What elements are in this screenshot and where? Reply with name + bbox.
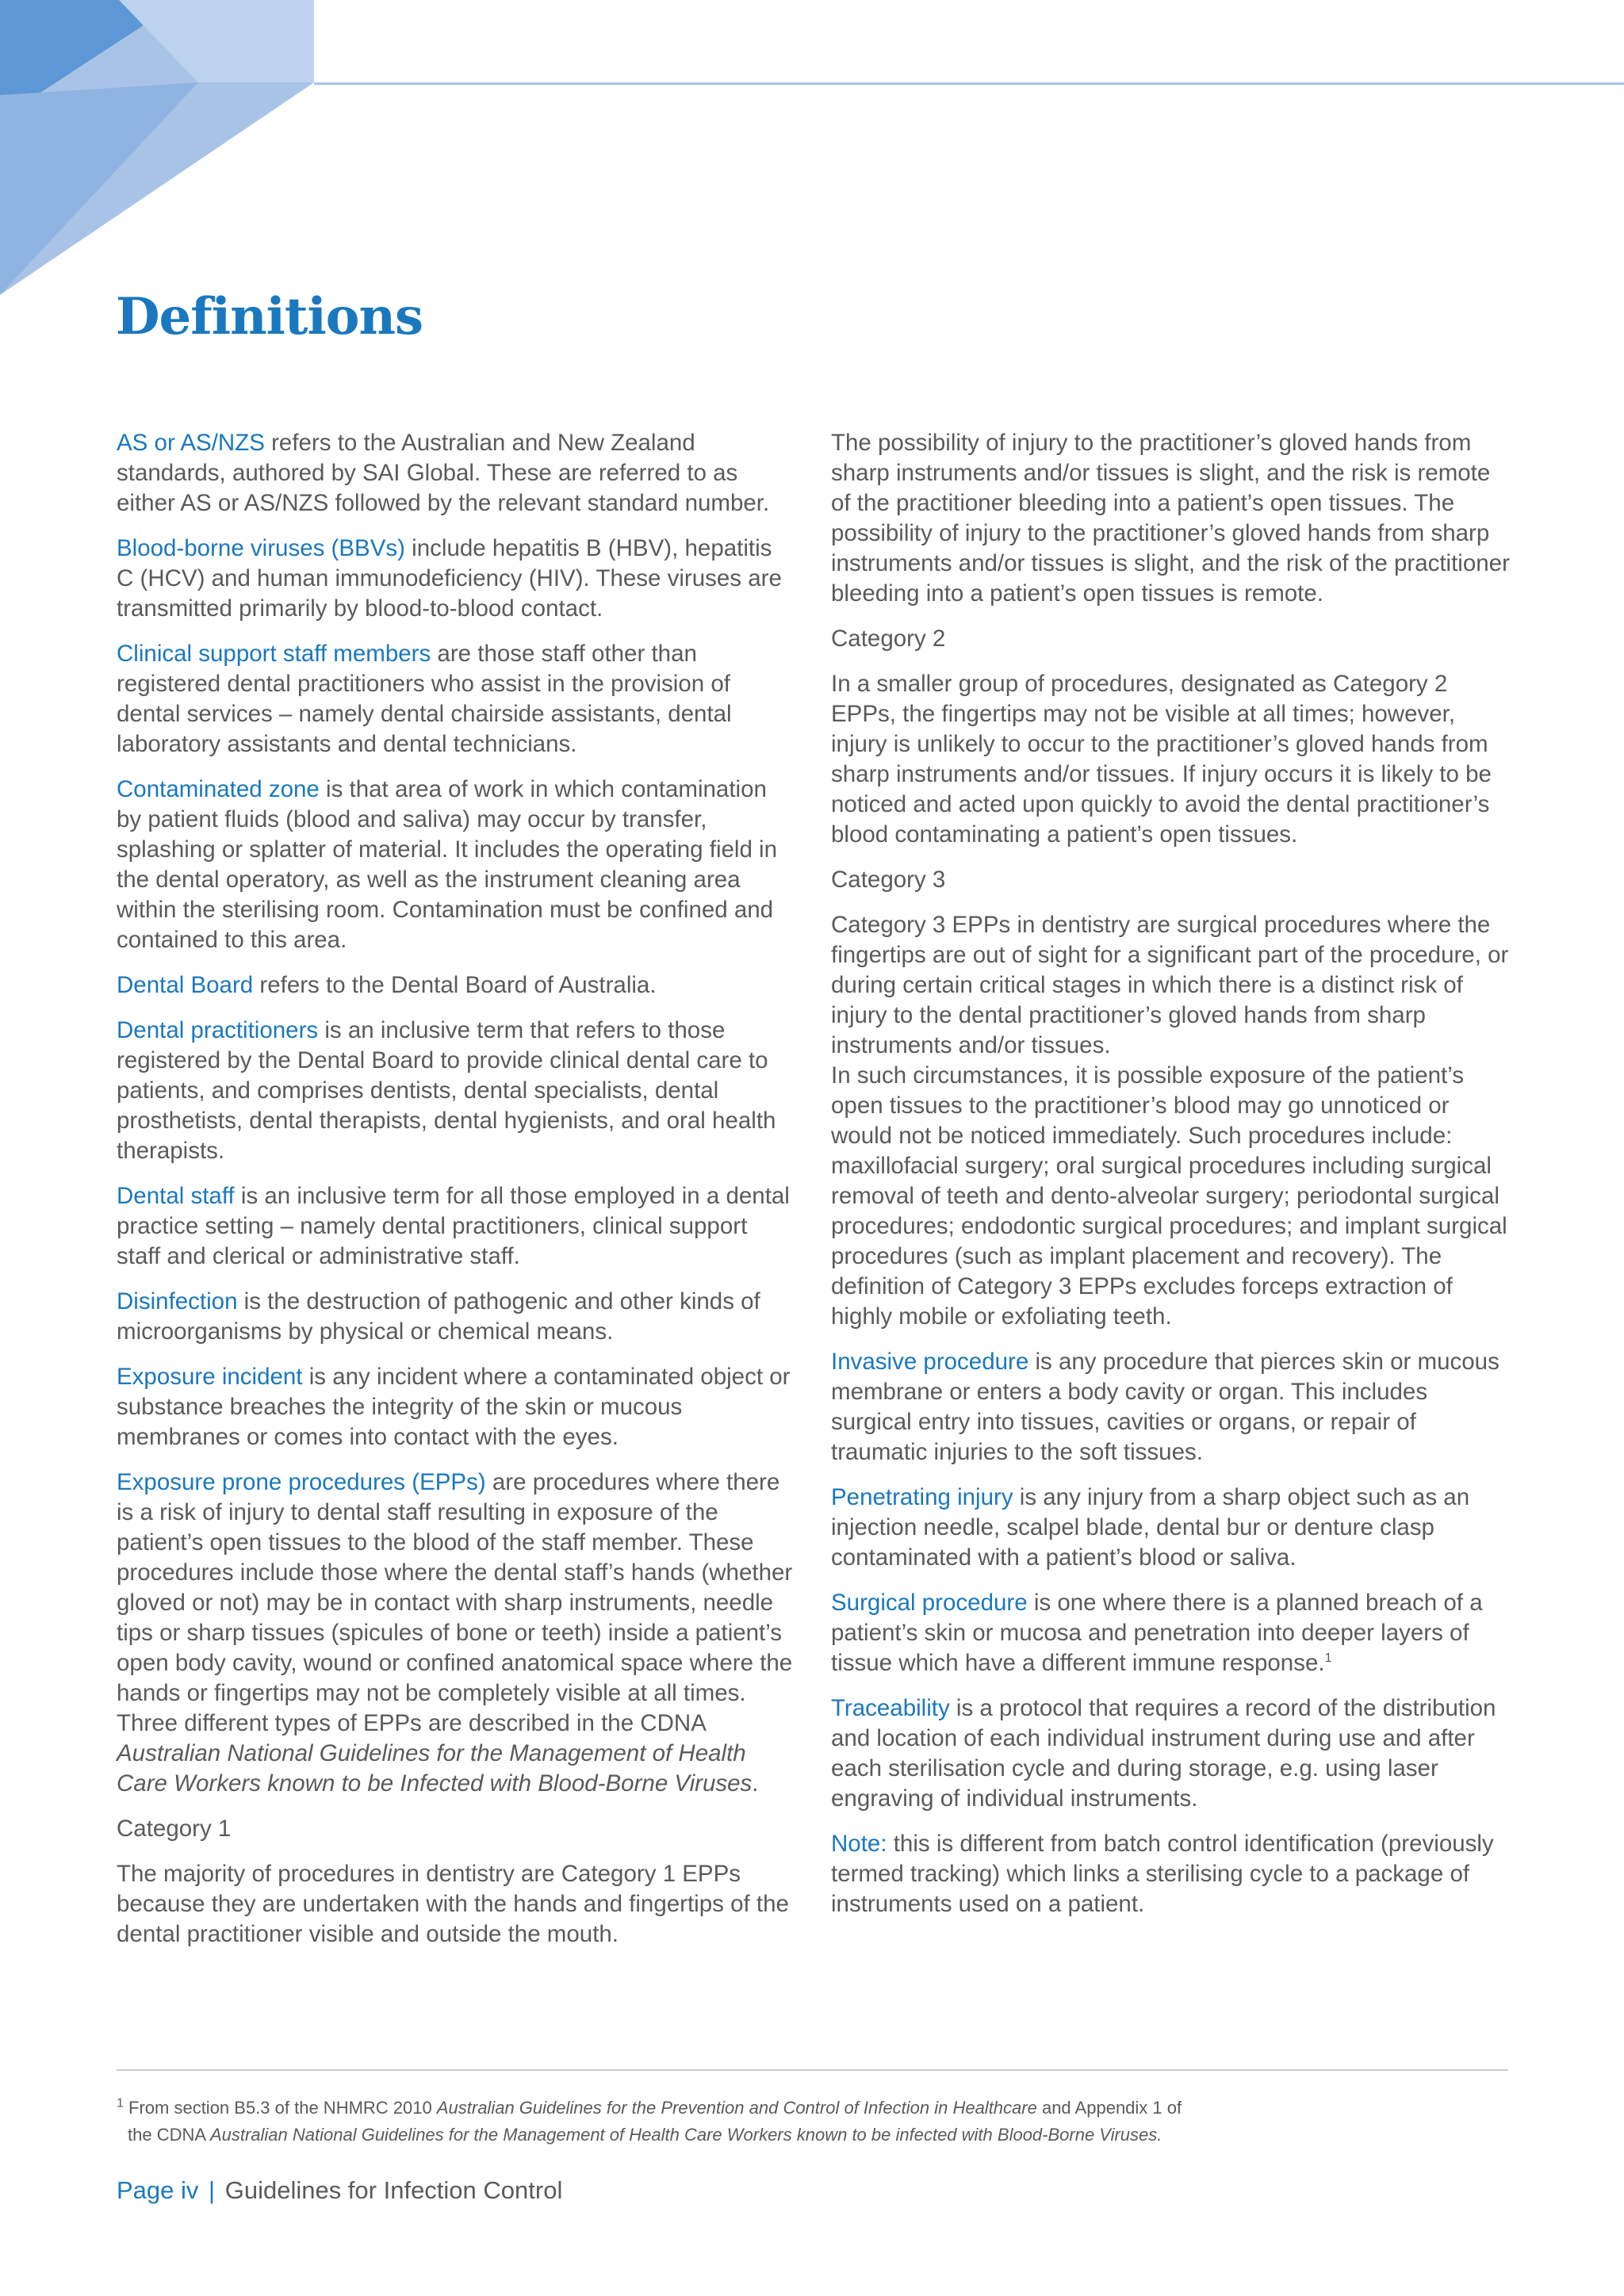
definition-item [117, 1287, 795, 1347]
footnote-text: the CDNA [128, 2125, 210, 2145]
definition-text: is any incident where a contaminated object or substance breaches the integrity of the skin or mucous membranes or comes into contact with the eyes. [117, 1364, 791, 1450]
definition-term: Clinical support staff members [117, 641, 431, 667]
definition-term: Exposure prone procedures (EPPs) [117, 1469, 486, 1495]
definition-item [117, 534, 795, 624]
right-column [831, 428, 1513, 1934]
category-3-heading: Category 3 [831, 867, 946, 893]
category-1-heading: Category 1 [117, 1816, 232, 1842]
footnote-divider [117, 2069, 1508, 2071]
note-text: this is different from batch control identification (previously termed tracking) which links a sterilising cycle to a package of instruments used on a patient. [831, 1831, 1494, 1917]
definition-item [117, 1181, 795, 1272]
definition-term: Surgical procedure [831, 1590, 1028, 1616]
left-column [117, 428, 795, 1965]
footnote-citation: Australian Guidelines for the Prevention and Control of Infection in Healthcare [436, 2098, 1037, 2118]
definition-item [831, 1483, 1513, 1573]
footnote-citation: Australian National Guidelines for the Management of Health Care Workers known to be infected with Blood-Borne Viruses. [209, 2125, 1162, 2145]
category-3-text [831, 910, 1513, 1332]
definition-term: Blood-borne viruses (BBVs) [117, 535, 405, 561]
definition-term: Dental staff [117, 1183, 235, 1209]
definition-text: is any procedure that pierces skin or mucous membrane or enters a body cavity or organ. This includes surgical entry into tissues, cavities or organs, or repair of traumatic injuries to the soft tissues. [831, 1349, 1500, 1465]
definition-text: are procedures where there is a risk of injury to dental staff resulting in exposure of the patient’s open tissues to the blood of the staff member. These procedures include those where the dental staff’s hands (whether gloved or not) may be in contact with sharp instruments, needle tips or sharp tissues (spicules of bone or teeth) inside a patient’s open body cavity, wound or confined anatomical space where the hands or fingertips may not be completely visible at all times. Three different types of EPPs are described in the CDNA [117, 1469, 793, 1736]
footnote [117, 2095, 1512, 2149]
footer-separator: | [209, 2176, 216, 2204]
footnote-text: and Appendix 1 of [1036, 2098, 1182, 2118]
corner-decoration [0, 0, 333, 301]
category-1-text: The majority of procedures in dentistry are Category 1 EPPs because they are undertaken with the hands and fingertips of the dental practitioner visible and outside the mouth. [117, 1861, 789, 1947]
definition-item [117, 428, 795, 519]
definition-item [117, 1362, 795, 1452]
definition-item-epp [117, 1468, 795, 1799]
footnote-line-1 [117, 2095, 1512, 2122]
page-title: Definitions [116, 287, 423, 346]
definition-term: Dental Board [117, 972, 254, 998]
definition-item [831, 1693, 1513, 1814]
definition-term: Invasive procedure [831, 1349, 1029, 1375]
definition-text: is an inclusive term for all those employed in a dental practice setting – namely dental practitioners, clinical support staff and clerical or administrative staff. [117, 1183, 790, 1269]
definition-item [831, 1347, 1513, 1468]
document-title: Guidelines for Infection Control [224, 2176, 563, 2204]
definition-term: Traceability [831, 1695, 950, 1721]
definition-item [117, 970, 795, 1001]
definition-text: refers to the Dental Board of Australia. [253, 972, 657, 998]
definition-item [117, 775, 795, 955]
category-2-heading: Category 2 [831, 626, 946, 652]
definition-item [117, 1016, 795, 1166]
definition-text: is an inclusive term that refers to those registered by the Dental Board to provide clinical dental care to patients, and comprises dentists, dental specialists, dental prosthetists, dental therapists, dental hygienists, and oral health therapists. [117, 1017, 776, 1164]
page-number: Page iv [117, 2176, 199, 2204]
header-rule [314, 82, 1624, 85]
definition-item [831, 1588, 1513, 1678]
footnote-number: 1 [117, 2096, 124, 2110]
note-item [831, 1829, 1513, 1919]
category-3-text-part2: In such circumstances, it is possible exposure of the patient’s open tissues to the practitioner’s blood may go unnoticed or would not be noticed immediately. Such procedures include: maxillofacial surgery; oral surgical procedures including surgical removal of teeth and dento-alveolar surgery; periodontal surgical procedures; endodontic surgical procedures; and implant surgical procedures (such as implant placement and recovery). The definition of Category 3 EPPs excludes forceps extraction of highly mobile or exfoliating teeth. [831, 1062, 1507, 1330]
page-footer [117, 2176, 562, 2205]
definition-term: Exposure incident [117, 1364, 303, 1390]
definition-text: is the destruction of pathogenic and other kinds of microorganisms by physical or chemical means. [117, 1288, 760, 1345]
footnote-line-2 [117, 2122, 1512, 2149]
definition-text: is that area of work in which contamination by patient fluids (blood and saliva) may occur by transfer, splashing or splatter of material. It includes the operating field in the dental operatory, as well as the instrument cleaning area within the sterilising room. Contamination must be confined and contained to this area. [117, 776, 778, 953]
definition-text: refers to the Australian and New Zealand standards, authored by SAI Global. These are referred to as either AS or AS/NZS followed by the relevant standard number. [117, 430, 770, 516]
category-3-text-part1: Category 3 EPPs in dentistry are surgical procedures where the fingertips are out of sight for a significant part of the procedure, or during certain critical stages in which there is a distinct risk of injury to the dental practitioner’s gloved hands from sharp instruments and/or tissues. [831, 912, 1509, 1058]
cited-guideline-title: Australian National Guidelines for the Management of Health Care Workers known to be Infected with Blood-Borne Viruses [117, 1740, 753, 1797]
definition-term: Penetrating injury [831, 1484, 1013, 1510]
definition-text: is one where there is a planned breach of a patient’s skin or mucosa and penetration into deeper layers of tissue which have a different immune response. [831, 1590, 1483, 1676]
epp-continuation-text: The possibility of injury to the practitioner’s gloved hands from sharp instruments and/or tissues is slight, and the risk is remote of the practitioner bleeding into a patient’s open tissues. The possibility of injury to the practitioner’s gloved hands from sharp instruments and/or tissues is slight, and the risk of the practitioner bleeding into a patient’s open tissues is remote. [831, 430, 1510, 607]
note-label: Note: [831, 1831, 887, 1857]
definition-text: is a protocol that requires a record of the distribution and location of each individual instrument during use and after each sterilisation cycle and during storage, e.g. using laser engraving of individual instruments. [831, 1695, 1496, 1812]
definition-term: AS or AS/NZS [117, 430, 265, 456]
category-2-text: In a smaller group of procedures, designated as Category 2 EPPs, the fingertips may not be visible at all times; however, injury is unlikely to occur to the practitioner’s gloved hands from sharp instruments and/or tissues. If injury occurs it is likely to be noticed and acted upon quickly to avoid the dental practitioner’s blood contaminating a patient’s open tissues. [831, 671, 1492, 848]
definition-item [117, 639, 795, 760]
definition-term: Dental practitioners [117, 1017, 319, 1043]
definition-text: are those staff other than registered dental practitioners who assist in the provision of dental services – namely dental chairside assistants, dental laboratory assistants and dental technicians. [117, 641, 732, 757]
definition-term: Disinfection [117, 1288, 238, 1314]
footnote-ref: 1 [1324, 1651, 1332, 1666]
definition-text: is any injury from a sharp object such as an injection needle, scalpel blade, dental bur or denture clasp contaminated with a patient’s blood or saliva. [831, 1484, 1470, 1571]
definition-text: include hepatitis B (HBV), hepatitis C (HCV) and human immunodeficiency (HIV). These viruses are transmitted primarily by blood-to-blood contact. [117, 535, 782, 622]
definition-term: Contaminated zone [117, 776, 320, 802]
definition-text-end: . [752, 1770, 759, 1797]
footnote-text: From section B5.3 of the NHMRC 2010 [123, 2098, 437, 2118]
